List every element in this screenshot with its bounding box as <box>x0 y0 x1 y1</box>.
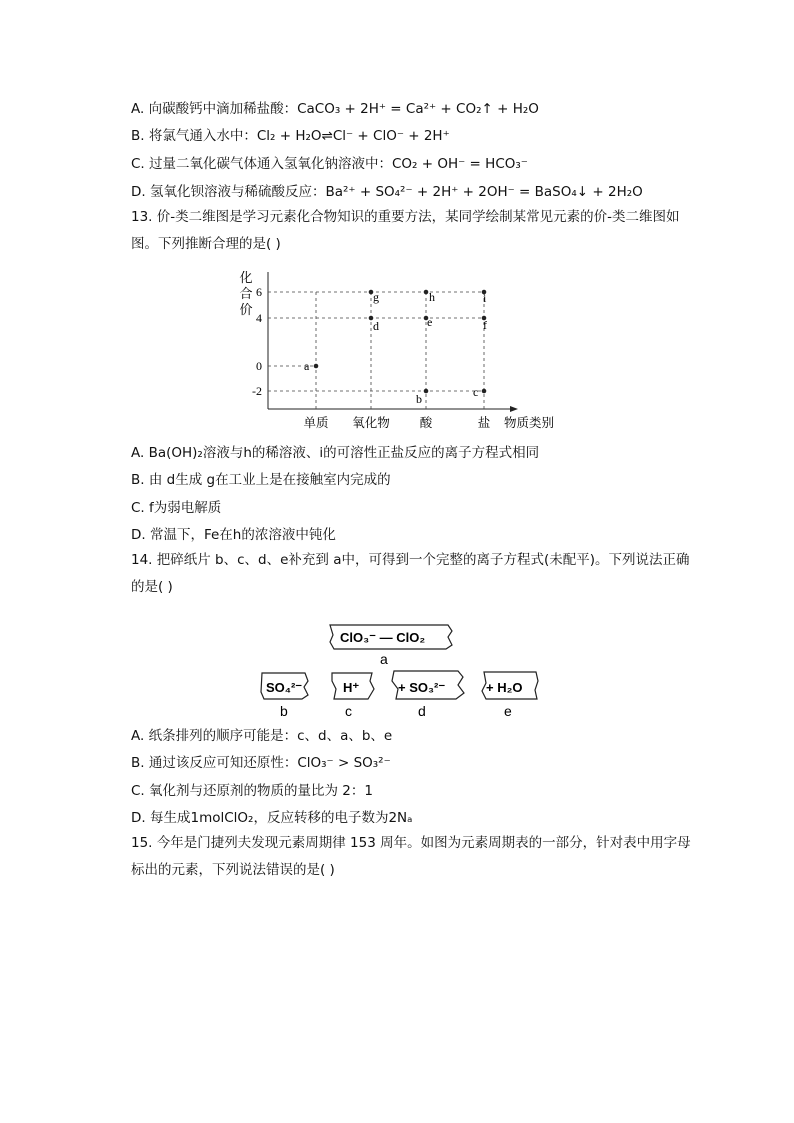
strip-e-text: + H₂O <box>486 680 523 695</box>
x-axis-label: 物质类别 <box>504 416 555 430</box>
y-axis-label: 化合价 <box>239 270 253 317</box>
q13-option-b: B. 由 d生成 g在工业上是在接触室内完成的 <box>131 472 391 488</box>
data-point-label: a <box>304 359 310 373</box>
y-tick-label: 0 <box>256 359 262 373</box>
data-point-label: g <box>373 290 379 304</box>
y-tick-label: 4 <box>256 311 262 325</box>
data-point-c <box>482 389 487 394</box>
data-point-label: b <box>416 392 422 406</box>
q15-stem: 15. 今年是门捷列夫发现元素周期律 153 周年。如图为元素周期表的一部分，针对表中用字母标出的元素，下列说法错误的是( ) <box>131 835 691 878</box>
q13-stem: 13. 价-类二维图是学习元素化合物知识的重要方法，某同学绘制某常见元素的价-类二维图如图。下列推断合理的是( ) <box>131 209 680 252</box>
strip-b-text: SO₄²⁻ <box>266 680 303 695</box>
data-point-label: f <box>483 318 487 332</box>
data-point-label: h <box>429 290 435 304</box>
data-point-h <box>424 290 429 295</box>
valence-class-chart <box>228 266 555 438</box>
data-point-label: e <box>427 315 433 329</box>
x-category-label: 氧化物 <box>352 416 390 430</box>
q12-option-b: B. 将氯气通入水中：Cl₂ + H₂O⇌Cl⁻ + ClO⁻ + 2H⁺ <box>131 128 450 144</box>
q14-option-d: D. 每生成1molClO₂，反应转移的电子数为2Nₐ <box>131 810 413 826</box>
q13-option-a: A. Ba(OH)₂溶液与h的稀溶液、i的可溶性正盐反应的离子方程式相同 <box>131 445 540 461</box>
q14-stem: 14. 把碎纸片 b、c、d、e补充到 a中，可得到一个完整的离子方程式(未配平)。下列说法正确的是( ) <box>131 552 690 595</box>
strip-d-caption: d <box>418 703 426 719</box>
strip-a-caption: a <box>380 651 388 667</box>
data-point-a <box>314 364 319 369</box>
q12-option-c: C. 过量二氧化碳气体通入氢氧化钠溶液中：CO₂ + OH⁻ = HCO₃⁻ <box>131 156 528 172</box>
strip-b-caption: b <box>280 703 288 719</box>
y-tick-label: 6 <box>256 285 262 299</box>
q14-option-b: B. 通过该反应可知还原性：ClO₃⁻ > SO₃²⁻ <box>131 755 391 771</box>
data-point-label: c <box>473 385 479 399</box>
q12-option-d: D. 氢氧化钡溶液与稀硫酸反应：Ba²⁺ + SO₄²⁻ + 2H⁺ + 2OH⁻ = BaSO₄↓ + 2H₂O <box>131 184 643 200</box>
strip-a-text: ClO₃⁻ — ClO₂ <box>340 630 426 645</box>
q12-option-a: A. 向碳酸钙中滴加稀盐酸：CaCO₃ + 2H⁺ = Ca²⁺ + CO₂↑ + H₂O <box>131 101 539 117</box>
x-category-label: 单质 <box>303 416 329 430</box>
strip-c-text: H⁺ <box>343 680 360 695</box>
data-point-label: i <box>483 291 487 305</box>
q14-option-c: C. 氧化剂与还原剂的物质的量比为 2：1 <box>131 783 373 799</box>
x-category-label: 酸 <box>419 416 433 430</box>
paper-strips-figure <box>250 615 550 720</box>
data-point-label: d <box>373 319 379 333</box>
strip-d-text: + SO₃²⁻ <box>398 680 446 695</box>
strip-e-caption: e <box>504 703 512 719</box>
x-category-label: 盐 <box>477 416 491 430</box>
y-tick-label: -2 <box>252 384 262 398</box>
q13-option-d: D. 常温下，Fe在h的浓溶液中钝化 <box>131 527 336 543</box>
strip-c-caption: c <box>345 703 352 719</box>
q13-option-c: C. f为弱电解质 <box>131 500 222 516</box>
x-axis-arrow <box>510 406 518 412</box>
q14-option-a: A. 纸条排列的顺序可能是：c、d、a、b、e <box>131 728 393 744</box>
data-point-b <box>424 389 429 394</box>
